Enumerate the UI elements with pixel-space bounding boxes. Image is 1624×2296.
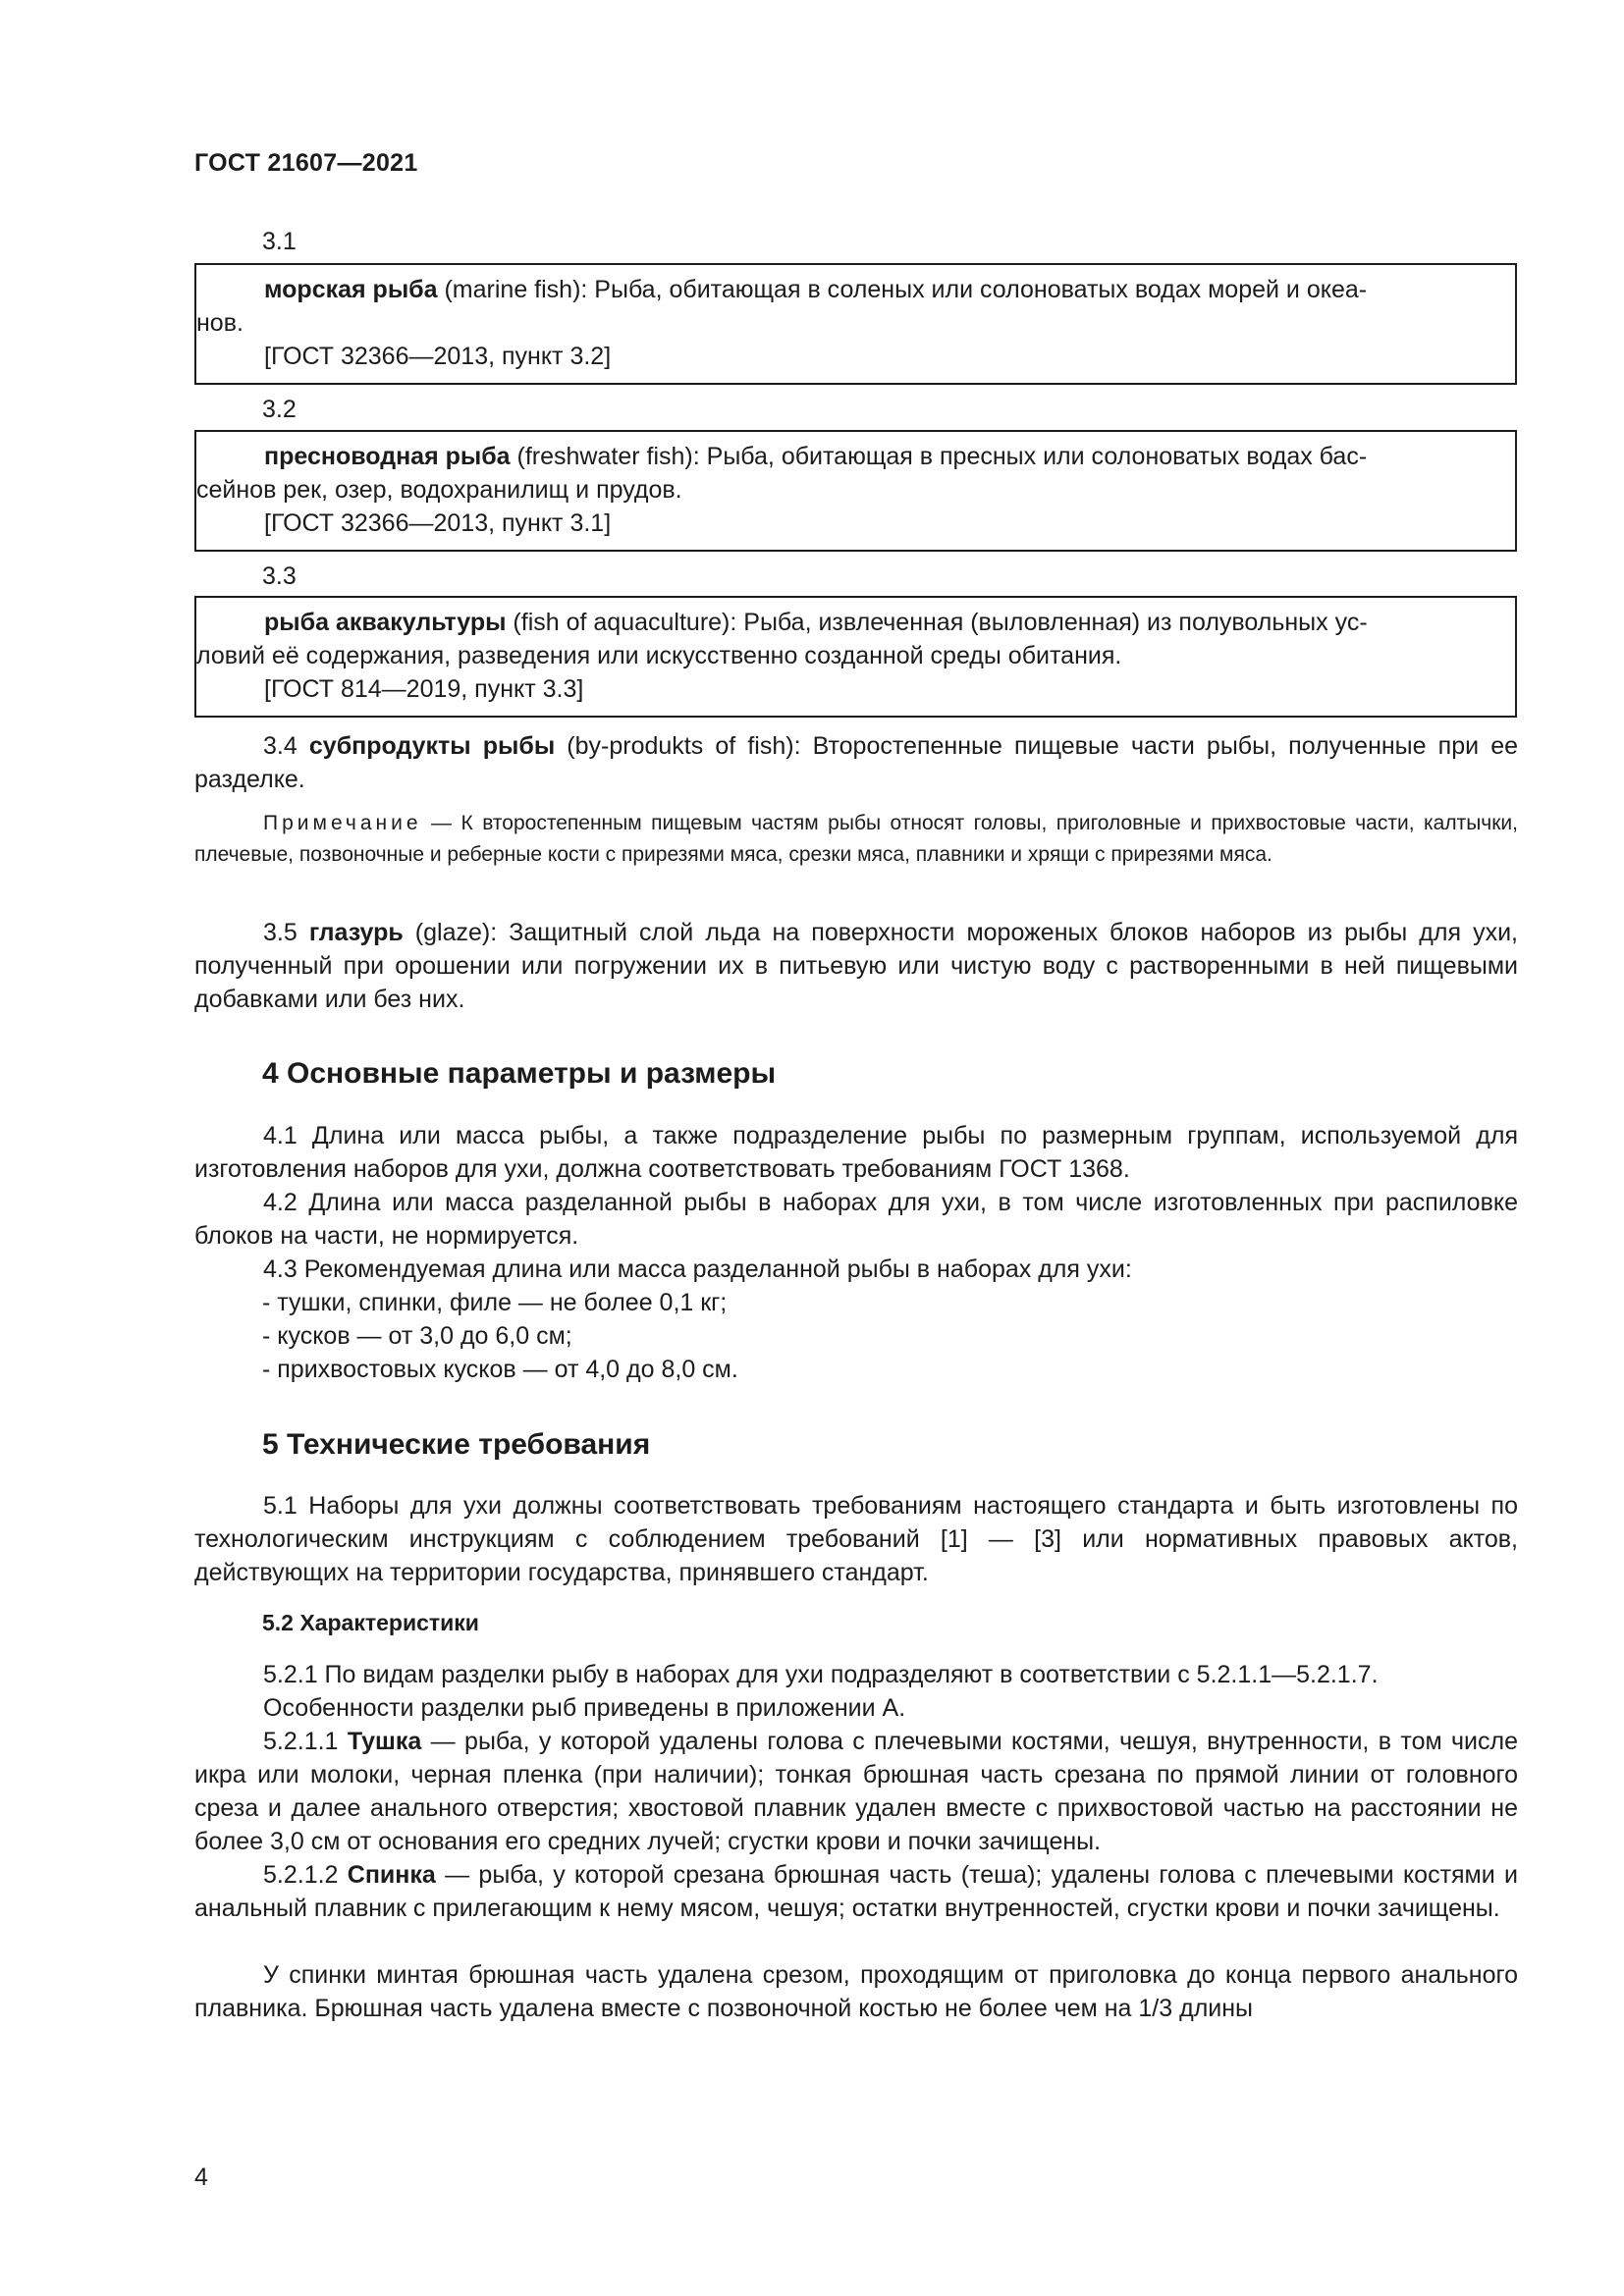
term-number: 3.1 xyxy=(262,228,297,255)
paragraph-5-1: 5.1 Наборы для ухи должны соответствовать требованиям настоящего стандарта и быть изготовлены по технологическим инструкциям с соблюдением требований [1] — [3] или нормативных правовых актов, действующих на территории государства, принявшего стандарт. xyxy=(194,1492,1518,1586)
term-reference: [ГОСТ 32366—2013, пункт 3.2] xyxy=(264,343,612,370)
note-text: — К второстепенным пищевым частям рыбы относят головы, приголовные и прихвостовые части, калтычки, плечевые, позвоночные и реберные кости с прирезями мяса, срезки мяса, плавники и хрящи с прирезями мяса. xyxy=(194,812,1518,866)
term-name: рыба аквакультуры xyxy=(264,609,507,636)
term-box xyxy=(194,263,1517,385)
paragraph-4-3: 4.3 Рекомендуемая длина или масса разделанной рыбы в наборах для ухи: xyxy=(263,1255,1132,1283)
term-name: Спинка xyxy=(347,1861,436,1889)
note xyxy=(194,808,1518,871)
paragraph-3-5: 3.5 глазурь (glaze): Защитный слой льда на поверхности мороженых блоков наборов из рыбы для ухи, полученный при орошении или погружении их в питьевую или чистую воду с растворенными в ней пищевыми добавками или без них. xyxy=(194,919,1518,1013)
list-item: - кусков — от 3,0 до 6,0 см; xyxy=(262,1322,572,1350)
section-4-heading: 4 Основные параметры и размеры xyxy=(262,1057,777,1090)
term-continuation: ловий её содержания, разведения или искусственно созданной среды обитания. xyxy=(196,642,1122,669)
term-name: Тушка xyxy=(347,1728,422,1755)
term-line: пресноводная рыба (freshwater fish): Рыба, обитающая в пресных или солоноватых водах бас- xyxy=(264,443,1368,470)
term-continuation: нов. xyxy=(196,309,244,337)
term-name: глазурь xyxy=(308,919,404,946)
paragraph-3-4: 3.4 субпродукты рыбы (by-produkts of fish): Второстепенные пищевые части рыбы, полученные при ее разделке. xyxy=(194,732,1519,793)
list-item: - прихвостовых кусков — от 4,0 до 8,0 см. xyxy=(262,1356,738,1383)
paragraph-4-1: 4.1 Длина или масса рыбы, а также подразделение рыбы по размерным группам, используемой для изготовления наборов для ухи, должна соответствовать требованиям ГОСТ 1368. xyxy=(194,1122,1518,1183)
document-header: ГОСТ 21607—2021 xyxy=(194,149,418,177)
term-reference: [ГОСТ 814—2019, пункт 3.3] xyxy=(264,675,584,703)
term-name: морская рыба xyxy=(264,276,438,303)
paragraph-5-2-1-2: 5.2.1.2 Спинка — рыба, у которой срезана брюшная часть (теша); удалены голова с плечевыми костями и анальный плавник с прилегающим к нему мясом, чешуя; остатки внутренностей, сгустки крови и почки зачищены. xyxy=(194,1861,1518,1922)
term-box xyxy=(194,430,1517,552)
term-number: 3.2 xyxy=(262,396,297,423)
paragraph-5-2-1: 5.2.1 По видам разделки рыбу в наборах для ухи подразделяют в соответствии с 5.2.1.1—5.2.1.7. xyxy=(263,1661,1379,1688)
term-number: 3.3 xyxy=(262,562,297,590)
page-number: 4 xyxy=(194,2163,208,2191)
term-name: субпродукты рыбы xyxy=(308,732,556,760)
term-line: морская рыба (marine fish): Рыба, обитающая в соленых или солоноватых водах морей и океа- xyxy=(264,276,1368,303)
term-box xyxy=(194,596,1517,718)
paragraph-5-2-1-1: 5.2.1.1 Тушка — рыба, у которой удалены голова с плечевыми костями, чешуя, внутренности, в том числе икра или молоки, черная пленка (при наличии); тонкая брюшная часть срезана по прямой линии от головного среза и далее анального отверстия; хвостовой плавник удален вместе с прихвостовой частью на расстоянии не более 3,0 см от основания его средних лучей; сгустки крови и почки зачищены. xyxy=(194,1728,1518,1855)
paragraph-4-2: 4.2 Длина или масса разделанной рыбы в наборах для ухи, в том числе изготовленных при распиловке блоков на части, не нормируется. xyxy=(194,1189,1518,1250)
term-line: рыба аквакультуры (fish of aquaculture): Рыба, извлеченная (выловленная) из полувольных ус- xyxy=(264,609,1368,636)
term-continuation: сейнов рек, озер, водохранилищ и прудов. xyxy=(196,476,682,504)
subsection-5-2-heading: 5.2 Характеристики xyxy=(262,1610,479,1635)
list-item: - тушки, спинки, филе — не более 0,1 кг; xyxy=(262,1289,728,1316)
section-5-heading: 5 Технические требования xyxy=(262,1428,651,1461)
term-reference: [ГОСТ 32366—2013, пункт 3.1] xyxy=(264,509,612,537)
paragraph-5-2-1-2-cont: У спинки минтая брюшная часть удалена срезом, проходящим от приголовка до конца первого анального плавника. Брюшная часть удалена вместе с позвоночной костью не более чем на 1/3 длины xyxy=(194,1961,1518,2022)
paragraph-5-2-1-note: Особенности разделки рыб приведены в приложении А. xyxy=(263,1694,906,1722)
term-name: пресноводная рыба xyxy=(264,443,511,470)
note-label: Примечание xyxy=(263,812,422,834)
